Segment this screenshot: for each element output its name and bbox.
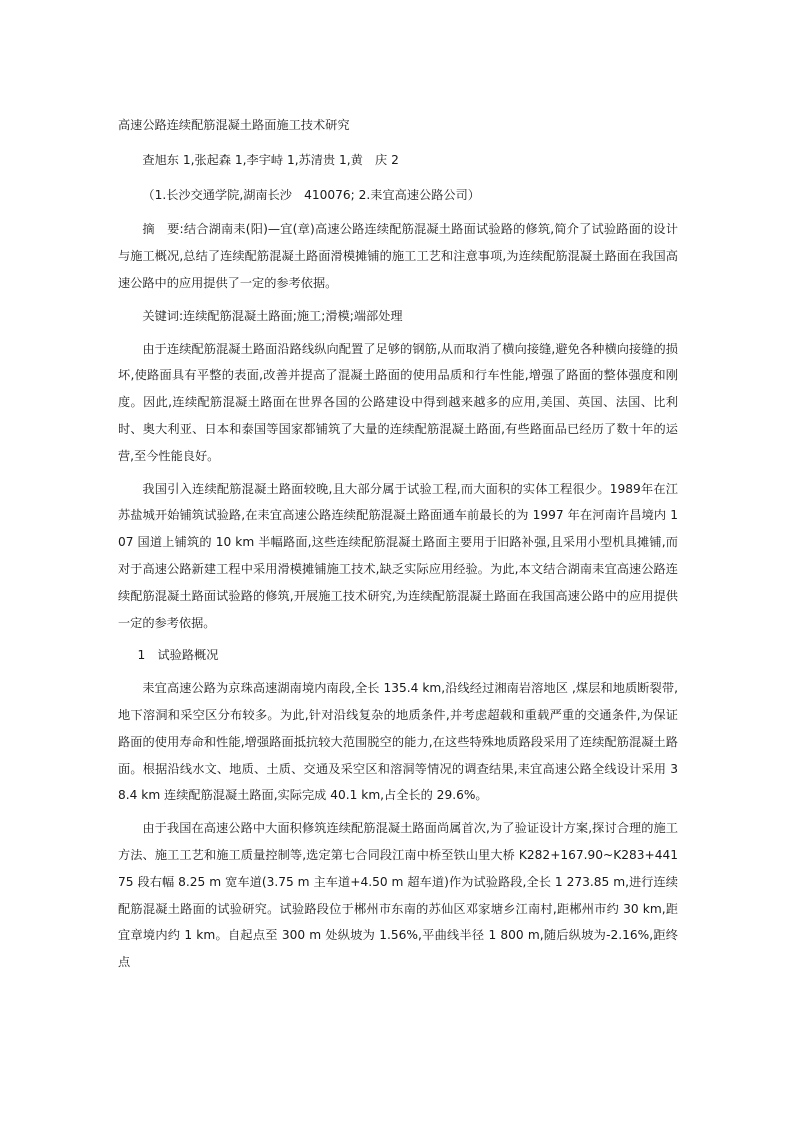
author-affiliations: （1.长沙交通学院,湖南长沙 410076; 2.耒宜高速公路公司）: [142, 187, 480, 202]
body-paragraph: 耒宜高速公路为京珠高速湖南境内南段,全长 135.4 km,沿线经过湘南岩溶地区 ,煤层和地质断裂带,地下溶洞和采空区分布较多。为此,针对沿线复杂的地质条件,并考虑超载和重载严重的交通条件,为保证路面的使用寿命和性能,增强路面抵抗较大范围脱空的能力,在这些特殊地质路段采用了连续配筋混凝土路面。根据沿线水文、地质、土质、交通及采空区和溶洞等情况的调查结果,耒宜高速公路全线设计采用 38.4 km 连续配筋混凝土路面,实际完成 40.1 km,占全长的 29.6%。: [118, 681, 678, 803]
author-list: 查旭东 1,张起森 1,李宇峙 1,苏清贵 1,黄 庆 2: [142, 152, 399, 167]
body-paragraph: 由于连续配筋混凝土路面沿路线纵向配置了足够的钢筋,从而取消了横向接缝,避免各种横向接缝的损坏,使路面具有平整的表面,改善并提高了混凝土路面的使用品质和行车性能,增强了路面的整体强度和刚度。因此,连续配筋混凝土路面在世界各国的公路建设中得到越来越多的应用,美国、英国、法国、比利时、奥大利亚、日本和泰国等国家都铺筑了大量的连续配筋混凝土路面,有些路面品已经历了数十年的运营,至今性能良好。: [118, 341, 678, 463]
section-heading: 1 试验路概况: [137, 648, 219, 663]
body-paragraph: 由于我国在高速公路中大面积修筑连续配筋混凝土路面尚属首次,为了验证设计方案,探讨合理的施工方法、施工工艺和施工质量控制等,选定第七合同段江南中桥至铁山里大桥 K282+167.90~K283+44175 段右幅 8.25 m 宽车道(3.75 m 主车道+4.50 m 超车道)作为试验路段,全长 1 273.85 m,进行连续配筋混凝土路面的试验研究。试验路段位于郴州市东南的苏仙区邓家塘乡江南村,距郴州市约 30 km,距宜章境内约 1 km。自起点至 300 m 处纵坡为 1.56%,平曲线半径 1 800 m,随后纵坡为-2.16%,距终点: [118, 821, 678, 970]
keywords: 关键词:连续配筋混凝土路面;施工;滑模;端部处理: [142, 308, 403, 323]
body-paragraph: 我国引入连续配筋混凝土路面较晚,且大部分属于试验工程,而大面积的实体工程很少。1989年在江苏盐城开始铺筑试验路,在耒宜高速公路连续配筋混凝土路面通车前最长的为 1997 年在河南许昌境内 107 国道上铺筑的 10 km 半幅路面,这些连续配筋混凝土路面主要用于旧路补强,且采用小型机具摊铺,而对于高速公路新建工程中采用滑模摊铺施工技术,缺乏实际应用经验。为此,本文结合湖南耒宜高速公路连续配筋混凝土路面试验路的修筑,开展施工技术研究,为连续配筋混凝土路面在我国高速公路中的应用提供一定的参考依据。: [118, 481, 678, 630]
document-body: [118, 112, 678, 982]
paper-title: 高速公路连续配筋混凝土路面施工技术研究: [118, 118, 350, 132]
abstract: 摘 要:结合湖南耒(阳)—宜(章)高速公路连续配筋混凝土路面试验路的修筑,简介了试验路面的设计与施工概况,总结了连续配筋混凝土路面滑模摊铺的施工工艺和注意事项,为连续配筋混凝土路面在我国高速公路中的应用提供了一定的参考依据。: [118, 222, 678, 290]
